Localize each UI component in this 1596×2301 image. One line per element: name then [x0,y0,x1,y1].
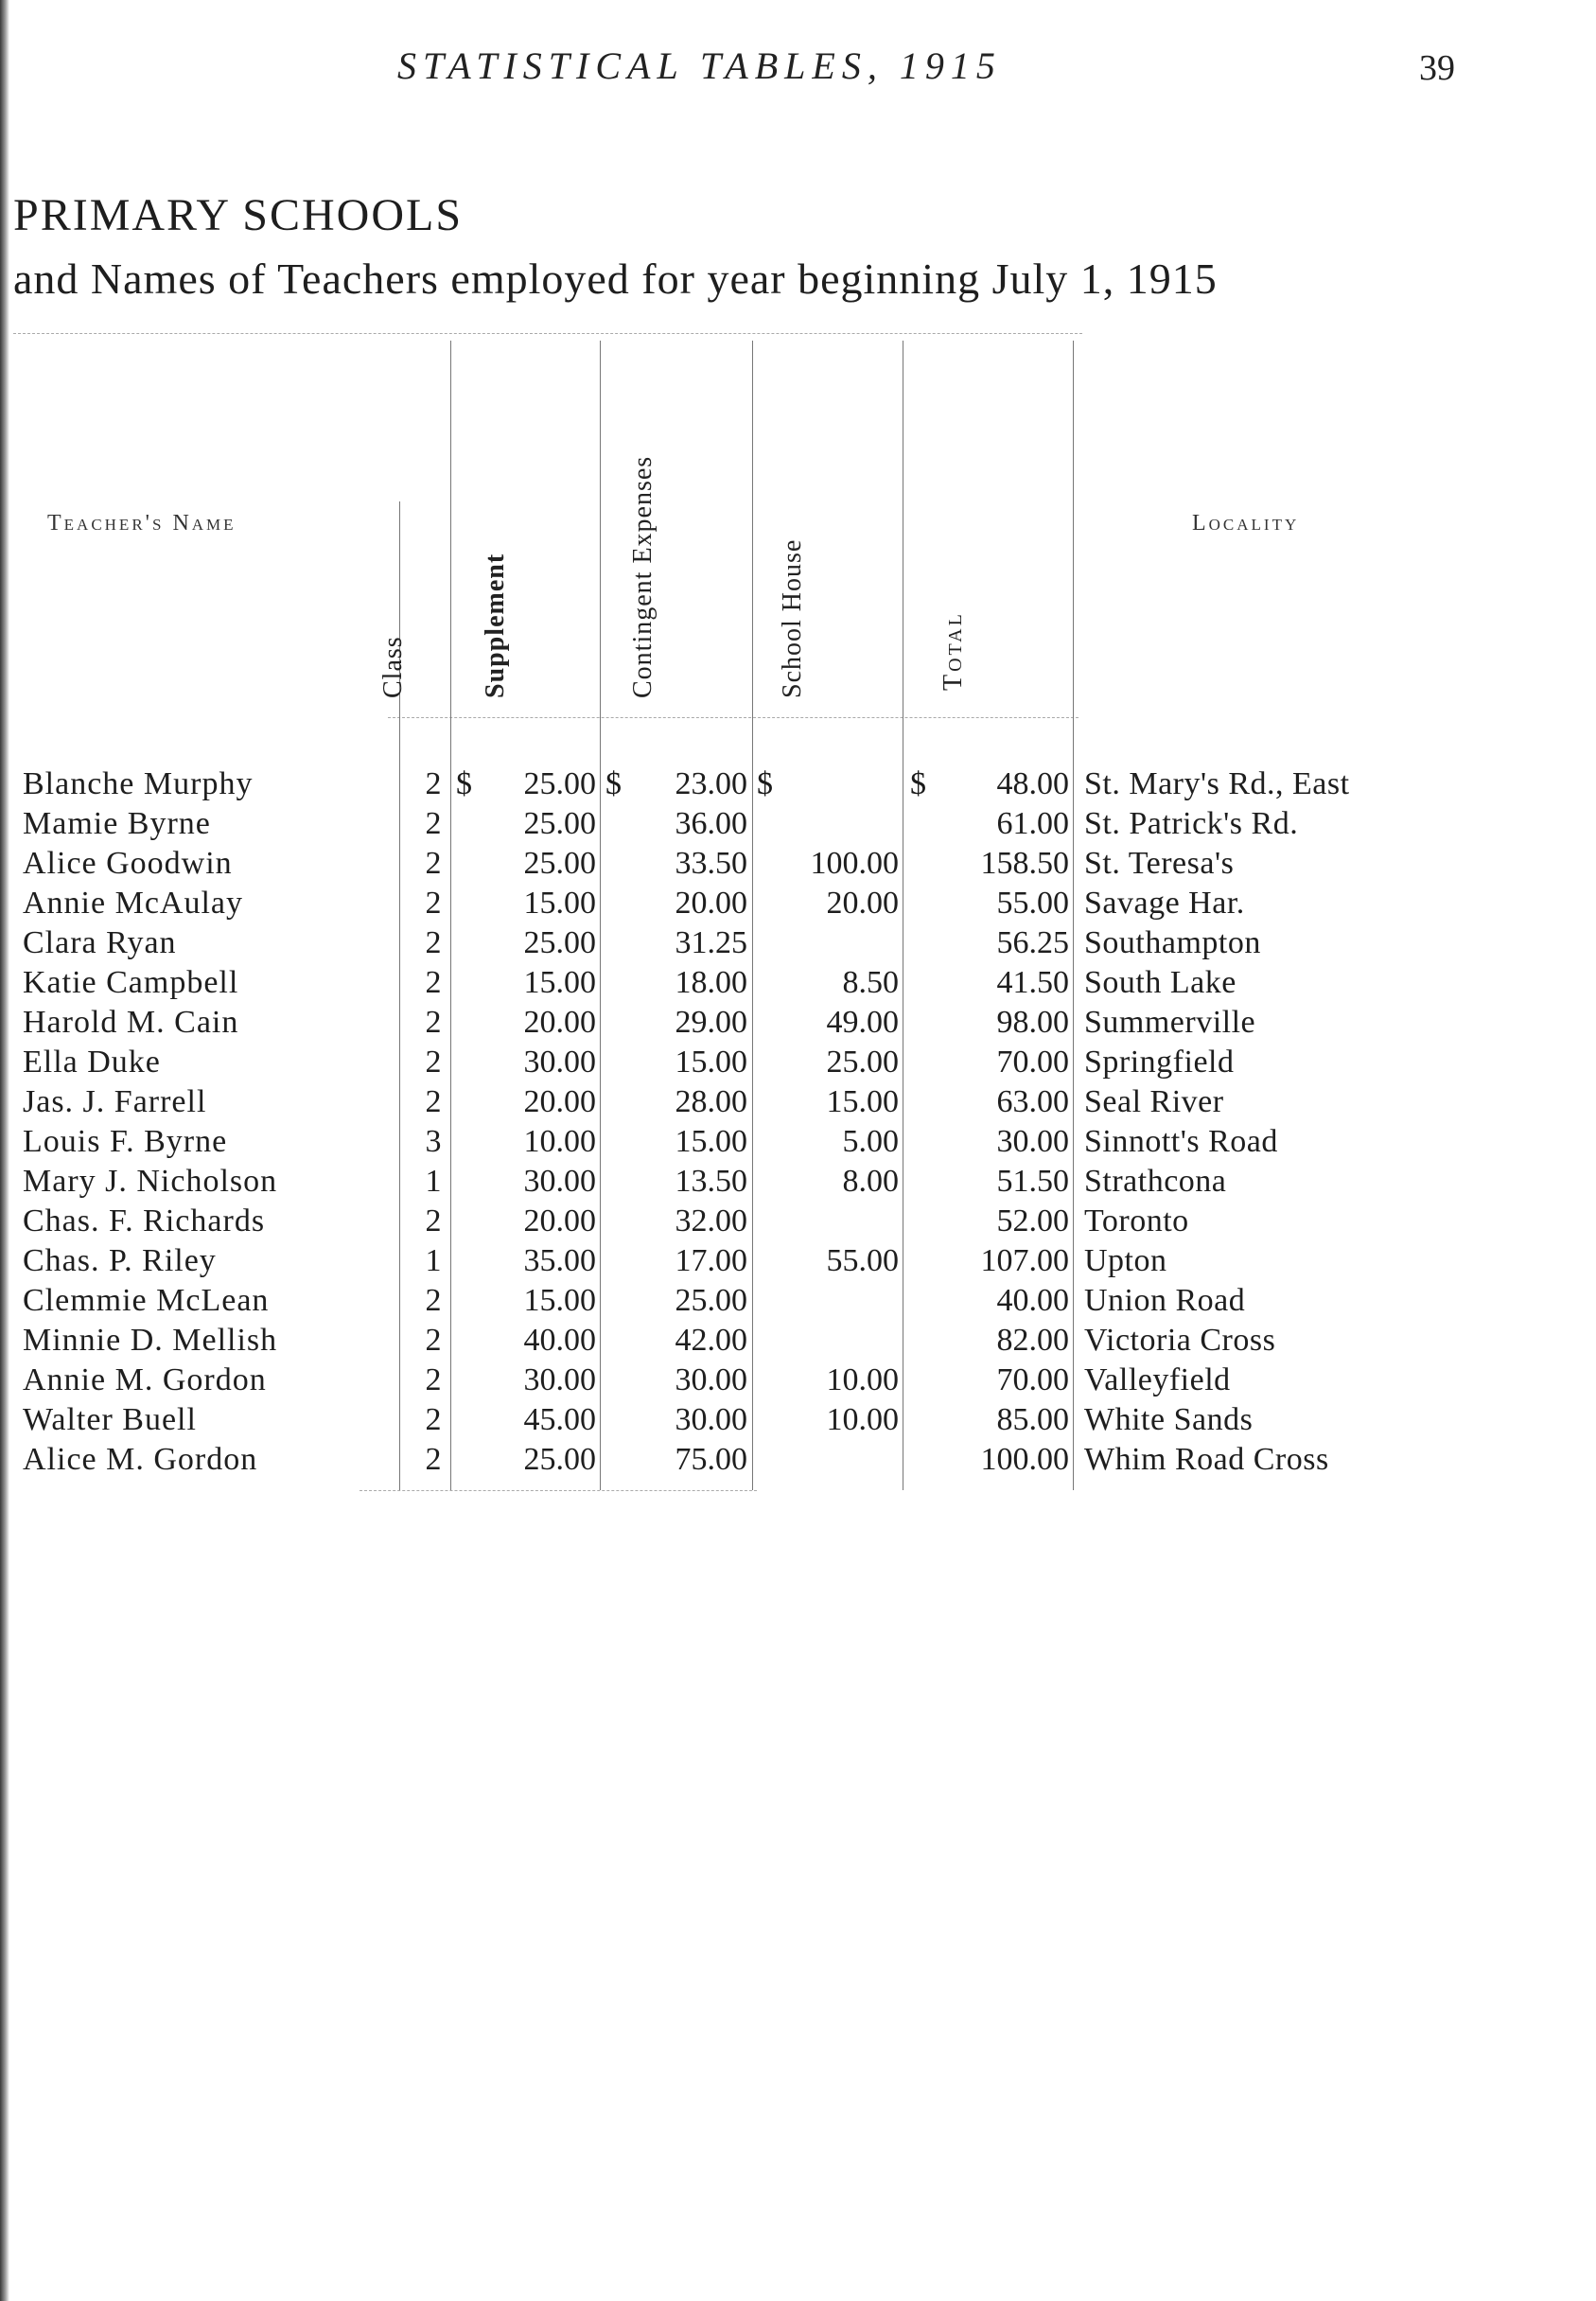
locality-cell: St. Patrick's Rd. [1084,806,1299,841]
locality-cell: Springfield [1084,1045,1235,1080]
table-row [0,923,1596,963]
teacher-name-cell: Mamie Byrne [23,806,211,841]
currency-symbol-supplement: $ [456,766,472,801]
locality-cell: Summerville [1084,1005,1256,1040]
table-row [0,1400,1596,1440]
teacher-name-cell: Annie M. Gordon [23,1362,267,1397]
page-number: 39 [1419,48,1455,88]
locality-cell: St. Teresa's [1084,846,1235,881]
supplement-cell: 25.00 [523,766,596,801]
supplement-cell: 25.00 [523,846,596,881]
school-house-cell: 25.00 [826,1045,899,1080]
class-cell: 2 [425,1084,442,1119]
school-house-cell: 10.00 [826,1362,899,1397]
supplement-cell: 45.00 [523,1402,596,1437]
supplement-cell: 10.00 [523,1124,596,1159]
teacher-name-cell: Clemmie McLean [23,1283,270,1318]
class-cell: 2 [425,1045,442,1080]
school-house-cell: 8.50 [842,965,899,1000]
total-cell: 61.00 [996,806,1069,841]
total-cell: 51.50 [996,1164,1069,1199]
supplement-cell: 15.00 [523,1283,596,1318]
table-row [0,1162,1596,1202]
contingent-cell: 15.00 [675,1124,747,1159]
teacher-name-cell: Minnie D. Mellish [23,1323,278,1358]
total-cell: 30.00 [996,1124,1069,1159]
running-head: STATISTICAL TABLES, 1915 [397,44,1002,87]
locality-cell: Strathcona [1084,1164,1227,1199]
locality-cell: Seal River [1084,1084,1224,1119]
locality-cell: Valleyfield [1084,1362,1231,1397]
locality-cell: White Sands [1084,1402,1254,1437]
total-cell: 48.00 [996,766,1069,801]
contingent-cell: 13.50 [675,1164,747,1199]
currency-symbol-house: $ [757,766,773,801]
teacher-name-cell: Katie Campbell [23,965,239,1000]
school-house-cell: 15.00 [826,1084,899,1119]
total-cell: 41.50 [996,965,1069,1000]
supplement-cell: 35.00 [523,1243,596,1278]
class-cell: 2 [425,965,442,1000]
header-locality: Locality [1192,511,1300,536]
contingent-cell: 25.00 [675,1283,747,1318]
class-cell: 1 [425,1164,442,1199]
table-row [0,963,1596,1003]
supplement-cell: 30.00 [523,1045,596,1080]
contingent-cell: 20.00 [675,886,747,921]
table-row [0,1122,1596,1162]
total-cell: 40.00 [996,1283,1069,1318]
total-cell: 107.00 [980,1243,1069,1278]
currency-symbol-total: $ [910,766,926,801]
teacher-name-cell: Mary J. Nicholson [23,1164,278,1199]
total-cell: 85.00 [996,1402,1069,1437]
class-cell: 2 [425,806,442,841]
teacher-name-cell: Alice M. Gordon [23,1442,258,1477]
class-cell: 2 [425,1402,442,1437]
table-row [0,804,1596,844]
contingent-cell: 30.00 [675,1402,747,1437]
teacher-name-cell: Chas. F. Richards [23,1203,266,1238]
table-row [0,1281,1596,1321]
contingent-cell: 33.50 [675,846,747,881]
header-top-rule [13,333,1082,334]
class-cell: 2 [425,1283,442,1318]
contingent-cell: 28.00 [675,1084,747,1119]
school-house-cell: 55.00 [826,1243,899,1278]
locality-cell: Southampton [1084,925,1261,960]
teacher-name-cell: Clara Ryan [23,925,177,960]
contingent-cell: 29.00 [675,1005,747,1040]
contingent-cell: 31.25 [675,925,747,960]
teacher-name-cell: Chas. P. Riley [23,1243,217,1278]
teacher-name-cell: Louis F. Byrne [23,1124,228,1159]
teacher-name-cell: Alice Goodwin [23,846,233,881]
contingent-cell: 17.00 [675,1243,747,1278]
locality-cell: South Lake [1084,965,1236,1000]
teacher-name-cell: Annie McAulay [23,886,244,921]
table-row [0,764,1596,804]
supplement-cell: 20.00 [523,1203,596,1238]
class-cell: 2 [425,1323,442,1358]
class-cell: 2 [425,1442,442,1477]
locality-cell: Savage Har. [1084,886,1245,921]
class-cell: 1 [425,1243,442,1278]
supplement-cell: 20.00 [523,1084,596,1119]
total-cell: 98.00 [996,1005,1069,1040]
contingent-cell: 32.00 [675,1203,747,1238]
school-house-cell: 100.00 [810,846,899,881]
class-cell: 2 [425,925,442,960]
total-cell: 56.25 [996,925,1069,960]
total-cell: 63.00 [996,1084,1069,1119]
table-row [0,1043,1596,1082]
class-cell: 2 [425,1362,442,1397]
supplement-cell: 20.00 [523,1005,596,1040]
total-cell: 82.00 [996,1323,1069,1358]
contingent-cell: 23.00 [675,766,747,801]
supplement-cell: 15.00 [523,965,596,1000]
class-cell: 2 [425,846,442,881]
contingent-cell: 30.00 [675,1362,747,1397]
supplement-cell: 15.00 [523,886,596,921]
contingent-cell: 15.00 [675,1045,747,1080]
school-house-cell: 8.00 [842,1164,899,1199]
table-row [0,1361,1596,1400]
contingent-cell: 42.00 [675,1323,747,1358]
locality-cell: Whim Road Cross [1084,1442,1329,1477]
teacher-name-cell: Blanche Murphy [23,766,254,801]
class-cell: 2 [425,766,442,801]
table-row [0,1003,1596,1043]
supplement-cell: 30.00 [523,1164,596,1199]
table-row [0,1241,1596,1281]
locality-cell: Union Road [1084,1283,1246,1318]
class-cell: 2 [425,886,442,921]
locality-cell: Upton [1084,1243,1167,1278]
class-cell: 2 [425,1005,442,1040]
total-cell: 55.00 [996,886,1069,921]
table-row [0,1440,1596,1480]
class-cell: 3 [425,1124,442,1159]
currency-symbol-contingent: $ [605,766,622,801]
section-subtitle: and Names of Teachers employed for year beginning July 1, 1915 [13,255,1218,303]
total-cell: 158.50 [980,846,1069,881]
supplement-cell: 30.00 [523,1362,596,1397]
header-bottom-rule [388,717,1079,718]
contingent-cell: 36.00 [675,806,747,841]
header-teacher-name: Teacher's Name [47,511,237,536]
teacher-name-cell: Jas. J. Farrell [23,1084,207,1119]
supplement-cell: 25.00 [523,1442,596,1477]
table-row [0,884,1596,923]
teacher-name-cell: Walter Buell [23,1402,197,1437]
locality-cell: Victoria Cross [1084,1323,1276,1358]
section-title: PRIMARY SCHOOLS [13,190,464,240]
table-row [0,1321,1596,1361]
teacher-name-cell: Ella Duke [23,1045,161,1080]
table-row [0,1082,1596,1122]
locality-cell: St. Mary's Rd., East [1084,766,1350,801]
contingent-cell: 75.00 [675,1442,747,1477]
table-bottom-rule [360,1490,757,1491]
total-cell: 100.00 [980,1442,1069,1477]
school-house-cell: 10.00 [826,1402,899,1437]
locality-cell: Toronto [1084,1203,1189,1238]
locality-cell: Sinnott's Road [1084,1124,1278,1159]
supplement-cell: 25.00 [523,806,596,841]
total-cell: 70.00 [996,1045,1069,1080]
supplement-cell: 40.00 [523,1323,596,1358]
school-house-cell: 20.00 [826,886,899,921]
school-house-cell: 5.00 [842,1124,899,1159]
contingent-cell: 18.00 [675,965,747,1000]
table-row [0,1202,1596,1241]
supplement-cell: 25.00 [523,925,596,960]
total-cell: 52.00 [996,1203,1069,1238]
teacher-name-cell: Harold M. Cain [23,1005,239,1040]
class-cell: 2 [425,1203,442,1238]
table-row [0,844,1596,884]
total-cell: 70.00 [996,1362,1069,1397]
school-house-cell: 49.00 [826,1005,899,1040]
